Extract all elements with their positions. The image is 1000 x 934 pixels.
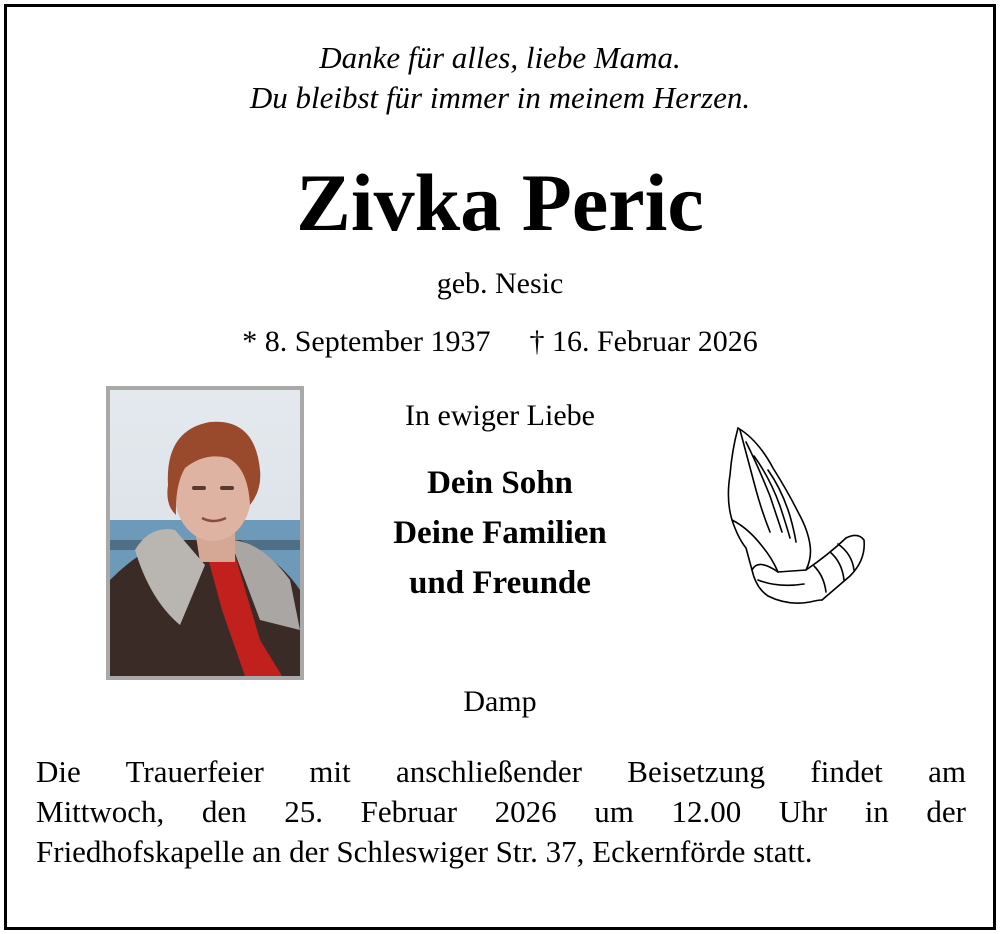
deceased-name: Zivka Peric xyxy=(296,157,704,248)
mourner-line-3: und Freunde xyxy=(409,565,591,601)
praying-hands-icon xyxy=(718,420,868,610)
mourners-names xyxy=(340,458,660,608)
birth-date: * 8. September 1937 xyxy=(242,325,491,358)
funeral-notice-line-2: Mittwoch, den 25. Februar 2026 um 12.00 Uhr in der xyxy=(36,794,966,829)
mourner-line-1: Dein Sohn xyxy=(427,465,573,501)
portrait-photo xyxy=(106,386,304,680)
funeral-notice-line-1: Die Trauerfeier mit anschließender Beisetzung findet am xyxy=(36,754,966,789)
mourners-intro: In ewiger Liebe xyxy=(405,399,595,432)
maiden-name: geb. Nesic xyxy=(436,267,564,300)
location: Damp xyxy=(463,685,537,718)
mourners-block xyxy=(340,398,660,434)
mourner-line-2: Deine Familien xyxy=(393,515,607,551)
motto xyxy=(0,38,1000,118)
life-dates xyxy=(0,324,1000,360)
motto-line-1: Danke für alles, liebe Mama. xyxy=(319,40,681,75)
death-date: † 16. Februar 2026 xyxy=(529,325,758,358)
funeral-notice-line-3: Friedhofskapelle an der Schleswiger Str. 37, Eckernförde statt. xyxy=(36,834,813,869)
motto-line-2: Du bleibst für immer in meinem Herzen. xyxy=(249,80,751,115)
funeral-notice xyxy=(36,752,966,872)
